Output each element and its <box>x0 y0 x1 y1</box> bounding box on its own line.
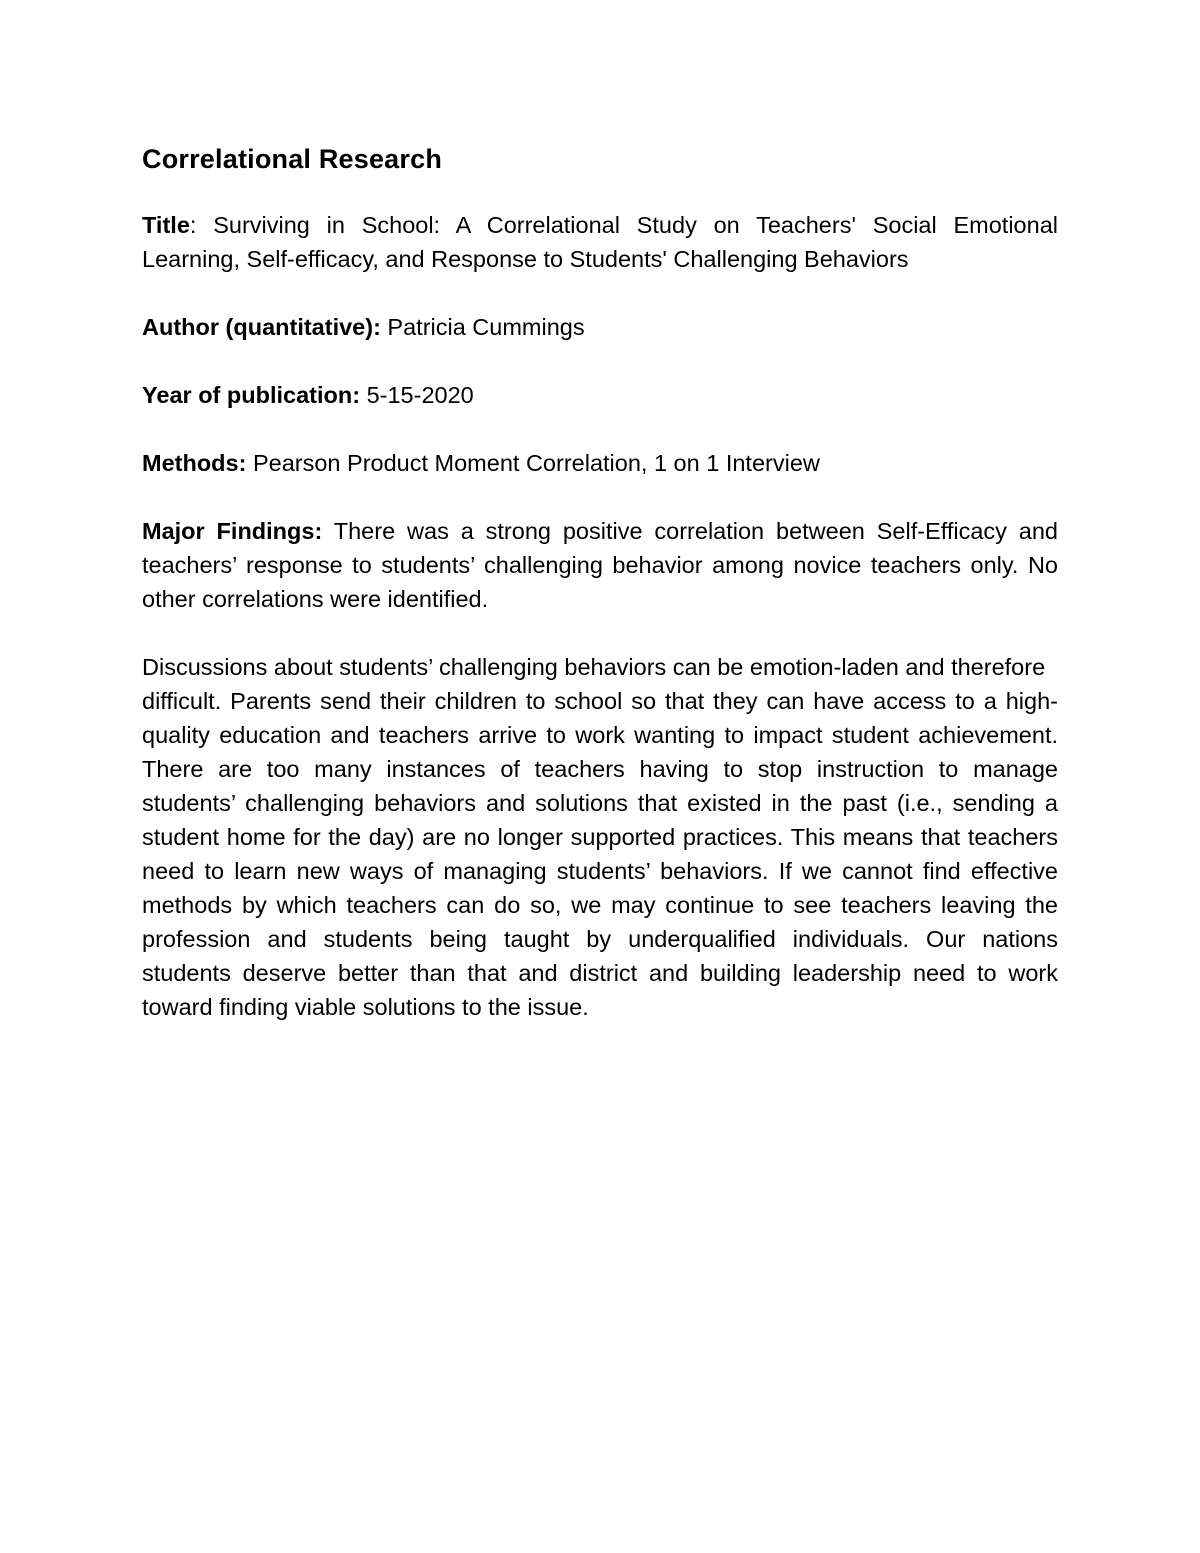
findings-field <box>142 514 1058 616</box>
document-page <box>142 140 1058 1024</box>
methods-value: Pearson Product Moment Correlation, 1 on 1 Interview <box>246 450 820 476</box>
title-label: Title <box>142 212 190 238</box>
author-value: Patricia Cummings <box>380 314 585 340</box>
year-field <box>142 378 1058 412</box>
findings-value: There was a strong positive correlation between Self-Efficacy and teachers’ response to students’ challenging behavior among novice teachers only. No other correlations were identified. <box>142 518 1058 612</box>
author-field <box>142 310 1058 344</box>
author-label: Author (quantitative): <box>142 314 381 340</box>
discussion-second-part: difficult. Parents send their children to school so that they can have access to a high-quality education and teachers arrive to work wanting to impact student achievement. There are too many instances of teachers having to stop instruction to manage students’ challenging behaviors and solutions that existed in the past (i.e., sending a student home for the day) are no longer supported practices. This means that teachers need to learn new ways of managing students’ behaviors. If we cannot find effective methods by which teachers can do so, we may continue to see teachers leaving the profession and students being taught by underqualified individuals. Our nations students deserve better than that and district and building leadership need to work toward finding viable solutions to the issue. <box>142 688 1058 1020</box>
methods-label: Methods: <box>142 450 247 476</box>
title-separator: : <box>189 212 214 238</box>
findings-label: Major Findings: <box>142 518 323 544</box>
year-label: Year of publication: <box>142 382 361 408</box>
discussion-first-part: Discussions about students’ challenging behaviors can be emotion-laden and therefore <box>142 654 1046 680</box>
methods-field <box>142 446 1058 480</box>
document-heading: Correlational Research <box>142 144 443 174</box>
year-value: 5-15-2020 <box>360 382 474 408</box>
title-field <box>142 208 1058 276</box>
title-value: Surviving in School: A Correlational Study on Teachers' Social Emotional Learning, Self-efficacy, and Response to Students' Challenging Behaviors <box>142 212 1058 272</box>
discussion-paragraph <box>142 650 1058 1024</box>
